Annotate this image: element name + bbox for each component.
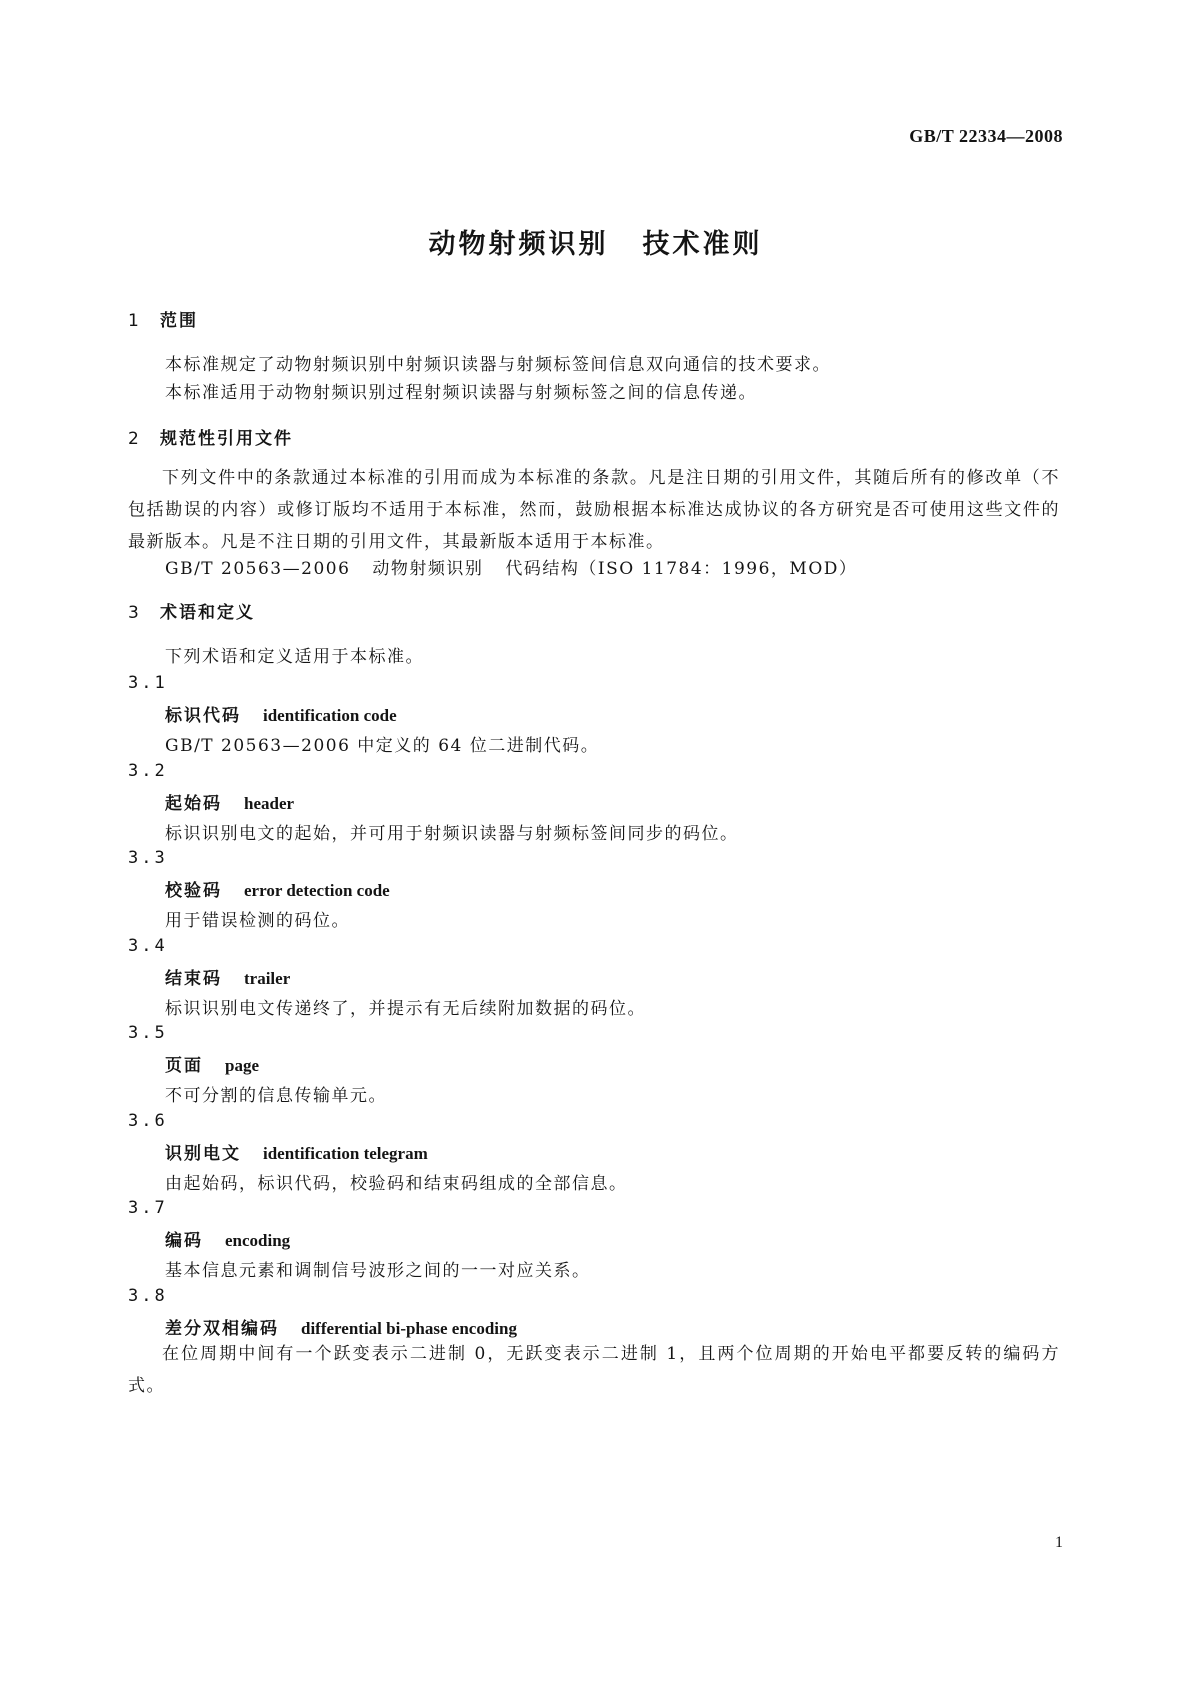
clause-number: 3.7 — [128, 1198, 168, 1218]
term-zh: 校验码 — [165, 881, 222, 901]
term-heading — [165, 1226, 290, 1251]
title-part2: 技术准则 — [642, 229, 763, 260]
term-heading — [165, 876, 390, 901]
term-en: trailer — [244, 969, 291, 988]
term-zh: 标识代码 — [165, 706, 241, 726]
term-zh: 差分双相编码 — [165, 1319, 279, 1339]
term-definition: 标识识别电文传递终了，并提示有无后续附加数据的码位。 — [165, 999, 646, 1019]
term-definition: 基本信息元素和调制信号波形之间的一一对应关系。 — [165, 1261, 591, 1281]
section-3-intro: 下列术语和定义适用于本标准。 — [165, 647, 424, 667]
term-en: header — [244, 794, 295, 813]
section-3-heading — [128, 598, 255, 623]
clause-number: 3.8 — [128, 1286, 168, 1306]
section-number: 2 — [128, 429, 141, 449]
term-definition: 由起始码，标识代码，校验码和结束码组成的全部信息。 — [165, 1174, 628, 1194]
section-2-heading — [128, 424, 293, 449]
section-2-paragraph: 下列文件中的条款通过本标准的引用而成为本标准的条款。凡是注日期的引用文件，其随后所有的修改单（不包括勘误的内容）或修订版均不适用于本标准，然而，鼓励根据本标准达成协议的各方研究是否可使用这些文件的最新版本。凡是不注日期的引用文件，其最新版本适用于本标准。 — [128, 468, 1060, 552]
term-en: differential bi-phase encoding — [301, 1319, 517, 1338]
term-heading — [165, 1051, 259, 1076]
section-number: 3 — [128, 603, 141, 623]
term-en: page — [225, 1056, 259, 1075]
normative-reference — [165, 554, 857, 579]
term-zh: 编码 — [165, 1231, 203, 1251]
section-title: 术语和定义 — [160, 603, 255, 623]
page-number: 1 — [1055, 1534, 1063, 1551]
clause-number: 3.1 — [128, 673, 168, 693]
section-1-paragraph: 本标准适用于动物射频识别过程射频识读器与射频标签之间的信息传递。 — [165, 383, 757, 403]
term-heading — [165, 964, 290, 989]
term-zh: 起始码 — [165, 794, 222, 814]
section-1-paragraph: 本标准规定了动物射频识别中射频识读器与射频标签间信息双向通信的技术要求。 — [165, 355, 831, 375]
term-en: identification telegram — [263, 1144, 428, 1163]
term-heading — [165, 1314, 517, 1339]
term-definition: 在位周期中间有一个跃变表示二进制 0，无跃变表示二进制 1，且两个位周期的开始电平都要反转的编码方式。 — [128, 1344, 1060, 1396]
standard-code: GB/T 22334—2008 — [909, 126, 1063, 146]
term-definition: 标识识别电文的起始，并可用于射频识读器与射频标签间同步的码位。 — [165, 824, 739, 844]
reference-title: 动物射频识别 — [372, 559, 484, 579]
reference-subtitle: 代码结构（ISO 11784：1996，MOD） — [505, 559, 858, 579]
term-heading — [165, 789, 294, 814]
reference-code: GB/T 20563—2006 — [165, 559, 351, 579]
term-zh: 页面 — [165, 1056, 203, 1076]
clause-number: 3.4 — [128, 936, 168, 956]
title-part1: 动物射频识别 — [428, 229, 609, 260]
term-zh: 结束码 — [165, 969, 222, 989]
clause-number: 3.6 — [128, 1111, 168, 1131]
clause-number: 3.5 — [128, 1023, 168, 1043]
term-heading — [165, 701, 397, 726]
term-definition: 用于错误检测的码位。 — [165, 911, 350, 931]
term-en: identification code — [263, 706, 397, 725]
term-definition: 不可分割的信息传输单元。 — [165, 1086, 387, 1106]
section-title: 范围 — [160, 311, 198, 331]
clause-number: 3.2 — [128, 761, 168, 781]
term-en: encoding — [225, 1231, 291, 1250]
section-title: 规范性引用文件 — [160, 429, 293, 449]
clause-number: 3.3 — [128, 848, 168, 868]
section-1-heading — [128, 306, 198, 331]
term-heading — [165, 1139, 428, 1164]
term-zh: 识别电文 — [165, 1144, 241, 1164]
section-number: 1 — [128, 311, 141, 331]
document-title — [0, 222, 1191, 261]
term-en: error detection code — [244, 881, 390, 900]
term-definition: GB/T 20563—2006 中定义的 64 位二进制代码。 — [165, 736, 600, 756]
